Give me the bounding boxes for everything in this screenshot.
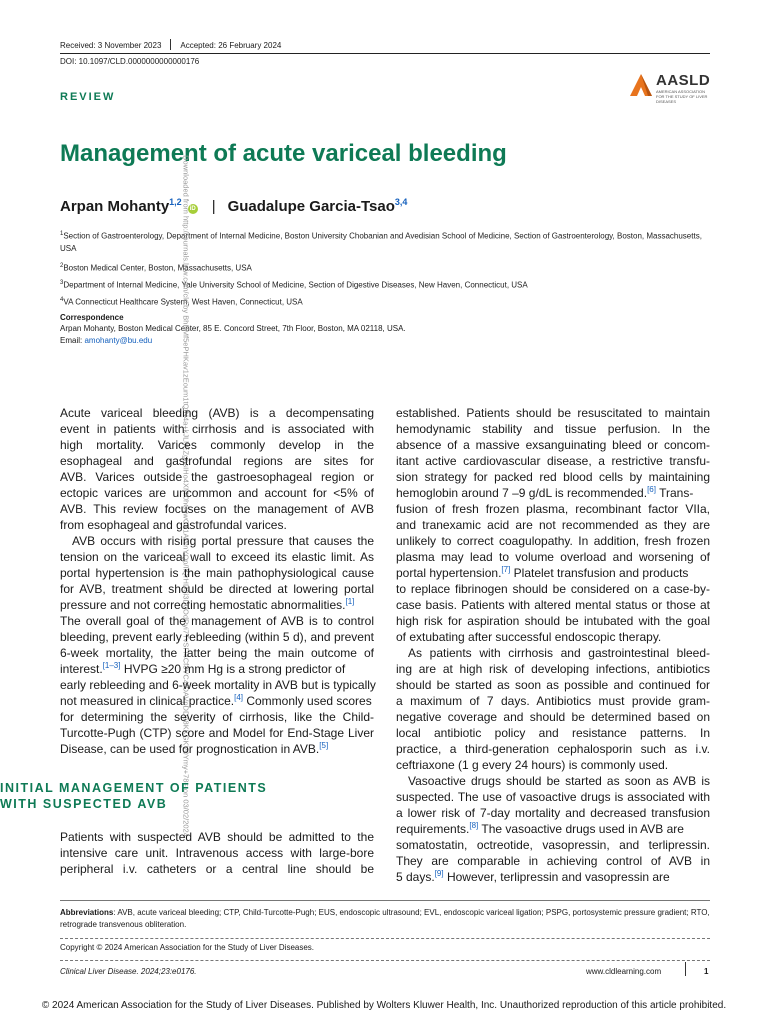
affiliation-text: Boston Medical Center, Boston, Massachusetts, USA [63, 263, 252, 273]
line-text: pressure and not correcting hemostatic abnormalities. [60, 598, 346, 612]
line-text: As patients with cirrhosis and gastrointestinal bleed- [408, 646, 710, 660]
text-line [396, 677, 710, 693]
author-2-affiliations[interactable]: 3,4 [394, 197, 408, 207]
line-text-continued: Platelet transfusion and products [510, 566, 689, 580]
correspondence-heading: Correspondence [60, 313, 124, 322]
line-text: Acute variceal bleeding (AVB) is a decompensating [60, 406, 374, 420]
affiliation-2 [60, 260, 712, 275]
line-text: ceftriaxone (1 g every 24 hours) is commonly used. [396, 758, 669, 772]
citation-link[interactable]: [8] [469, 821, 479, 830]
text-line [396, 645, 710, 661]
text-line [396, 853, 710, 869]
line-text: somatostatin, octreotide, vasopressin, and terlipressin. [396, 838, 710, 852]
text-line [60, 549, 374, 565]
text-line [60, 845, 374, 861]
line-text-continued: Trans- [655, 486, 694, 500]
text-line [60, 469, 374, 485]
line-text: local antibiotic policy and resistance patterns. In [396, 726, 710, 740]
affiliation-number: 1 [60, 231, 64, 237]
footer-divider [685, 962, 686, 976]
affiliation-text: VA Connecticut Healthcare System, West Haven, Connecticut, USA [63, 297, 303, 307]
line-text: case basis. Patients with altered mental status or those at [396, 598, 710, 612]
article-type: REVIEW [60, 91, 116, 103]
text-line [60, 565, 374, 581]
text-line [396, 581, 710, 597]
line-text: 5 days. [396, 870, 435, 884]
line-text: Disease, can be used for prognostication in AVB. [60, 742, 320, 756]
line-text: established. Patients should be resuscitated to maintain [396, 406, 710, 420]
line-text: ing are at high risk of developing infections, antibiotics [396, 662, 710, 676]
correspondence-email [60, 336, 152, 345]
line-text: sion strategy for packed red blood cells by maintaining [396, 470, 710, 484]
abbreviations-text: : AVB, acute variceal bleeding; CTP, Child-Turcotte-Pugh; EUS, endoscopic ultrasound; EVL, endoscopic variceal ligation; PSPG, portosystemic pressure gradient; RTO, retrograde transvenous obliteration. [60, 908, 710, 929]
text-line [396, 805, 710, 821]
text-line [396, 789, 710, 805]
line-text-continued: Commonly used scores [243, 694, 372, 708]
line-text: portal hypertension is the main pathophysiological cause [60, 566, 374, 580]
line-text: The overall goal of the management of AVB is to control [60, 614, 374, 628]
citation-link[interactable]: [1] [345, 597, 355, 606]
journal-website[interactable]: www.cldlearning.com [586, 967, 662, 976]
text-line [60, 645, 374, 661]
line-text: a lower risk of 7-day mortality and decreased transfusion [396, 806, 710, 820]
line-text: itant active cardiovascular disease, a restrictive transfu- [396, 454, 710, 468]
author-separator: | [211, 198, 216, 215]
line-text: requirements. [396, 822, 470, 836]
text-line [60, 405, 374, 421]
accepted-date: Accepted: 26 February 2024 [180, 41, 282, 50]
text-line [396, 613, 710, 629]
orcid-icon[interactable]: iD [189, 206, 196, 212]
page-number: 1 [704, 967, 709, 976]
line-text: 6-week mortality, the latter being the main outcome of [60, 646, 374, 660]
line-text: peripheral i.v. catheters or a central line should be [60, 862, 374, 876]
text-line [60, 861, 374, 877]
text-line [60, 677, 374, 693]
line-text: from esophageal and gastrofundal varices. [60, 518, 287, 532]
abbreviations [60, 907, 710, 931]
text-line [396, 549, 710, 565]
text-line [60, 597, 374, 613]
text-line [60, 437, 374, 453]
text-line [60, 725, 374, 741]
author-list [60, 197, 407, 215]
line-text: high mortality. Varices commonly develop in the [60, 438, 374, 452]
affiliation-text: Section of Gastroenterology, Department of Internal Medicine, Boston University Chobanian and Avedisian School of Medicine, Section of Gastroenterology, Boston, Massachusetts, USA [60, 231, 702, 253]
author-1-affiliations[interactable]: 1,2 [169, 197, 182, 207]
text-line [396, 869, 710, 885]
received-date: Received: 3 November 2023 [60, 41, 162, 50]
text-line [60, 421, 374, 437]
citation-link[interactable]: [9] [434, 869, 444, 878]
text-line [396, 469, 710, 485]
line-text: and tranexamic acid are not recommended as they are [396, 518, 710, 532]
section-heading-line-2: WITH SUSPECTED AVB [0, 797, 168, 811]
email-link[interactable]: amohanty@bu.edu [84, 336, 153, 345]
text-line [60, 741, 374, 757]
line-text: for determining the severity of cirrhosis, like the Child- [60, 710, 374, 724]
line-text: negative coverage and should be determined based on [396, 710, 710, 724]
text-line [60, 501, 374, 517]
text-line [396, 821, 710, 837]
citation-link[interactable]: [6] [647, 485, 656, 494]
line-text: interest. [60, 662, 103, 676]
line-text: high risk for aspiration should be intubated with the goal [396, 614, 710, 628]
line-text: early rebleeding and 6-week mortality in AVB but is typically [60, 678, 376, 692]
line-text: They are comparable in achieving control of AVB in [396, 854, 710, 868]
line-text: hemodynamic stability and tissue perfusion. In the [396, 422, 710, 436]
aasld-logo-subtitle: AMERICAN ASSOCIATION FOR THE STUDY OF LIVER DISEASES [656, 89, 708, 104]
line-text: AVB occurs with rising portal pressure that causes the [72, 534, 374, 548]
text-line [60, 533, 374, 549]
line-text: a maximum of 7 days. Antibiotics must provide gram- [396, 694, 710, 708]
text-line [60, 693, 374, 709]
correspondence-address: Arpan Mohanty, Boston Medical Center, 85 E. Concord Street, 7th Floor, Boston, MA 02118, USA. [60, 324, 406, 333]
line-text: fusion of fresh frozen plasma, recombinant factor VIIa, [396, 502, 710, 516]
text-line [60, 829, 374, 845]
aasld-logo [628, 72, 710, 102]
text-line [60, 629, 374, 645]
text-line [396, 437, 710, 453]
line-text: Patients with suspected AVB should be admitted to the [60, 830, 374, 844]
affiliation-3 [60, 277, 712, 292]
line-text: for AVB, treatment should be directed at lowering portal [60, 582, 374, 596]
text-line [396, 773, 710, 789]
citation-link[interactable]: [5] [319, 741, 329, 750]
affiliation-number: 4 [60, 297, 64, 303]
line-text: not measured in clinical practice. [60, 694, 235, 708]
text-line [396, 725, 710, 741]
citation-link[interactable]: [1–3] [102, 661, 121, 670]
line-text: Turcotte-Pugh (CTP) score and Model for End-Stage Liver [60, 726, 374, 740]
dates-divider [170, 39, 171, 50]
section-heading-line-1: INITIAL MANAGEMENT OF PATIENTS [0, 781, 268, 795]
line-text: Vasoactive drugs should be started as soon as AVB is [408, 774, 710, 788]
text-line [396, 629, 710, 645]
line-text: ectopic varices are uncommon and account for <5% of [60, 486, 374, 500]
copyright-notice: © 2024 American Association for the Study of Liver Diseases. Published by Wolters Kluwer Health, Inc. Unauthorized reproduction of this article prohibited. [41, 1000, 727, 1011]
citation-link[interactable]: [7] [501, 565, 511, 574]
line-text: unlikely to correct coagulopathy. In addition, fresh frozen [396, 534, 710, 548]
copyright-rule-bottom [60, 960, 710, 961]
affiliation-text: Department of Internal Medicine, Yale University School of Medicine, Section of Digestive Diseases, New Haven, Connecticut, USA [63, 280, 528, 290]
header-rule [60, 53, 710, 54]
line-text: intensive care unit. Intravenous access with large-bore [60, 846, 374, 860]
affiliation-1 [60, 228, 712, 255]
text-line [396, 405, 710, 421]
text-line [60, 581, 374, 597]
author-1[interactable]: Arpan Mohanty [60, 198, 170, 215]
line-text-continued: The vasoactive drugs used in AVB are [478, 822, 684, 836]
text-line [396, 453, 710, 469]
aasld-logo-mark [628, 72, 654, 98]
line-text: of extubating after successful endoscopic therapy. [396, 630, 662, 644]
text-line [396, 661, 710, 677]
line-text-continued: HVPG ≥20 mm Hg is a strong predictor of [120, 662, 346, 676]
email-label: Email: [60, 336, 85, 345]
text-line [60, 613, 374, 629]
abbreviations-label: Abbreviations [60, 908, 114, 917]
affiliation-number: 2 [60, 263, 64, 269]
citation-link[interactable]: [4] [234, 693, 243, 702]
line-text: bleeding, prevent early rebleeding (within 5 d), and prevent [60, 630, 374, 644]
affiliation-number: 3 [60, 280, 64, 286]
line-text: esophageal and gastrofundal regions are sites for [60, 454, 374, 468]
text-line [396, 517, 710, 533]
text-line [60, 517, 374, 533]
text-line [60, 661, 374, 677]
text-line [396, 709, 710, 725]
text-line [396, 485, 710, 501]
text-line [396, 533, 710, 549]
text-line [60, 453, 374, 469]
text-line [396, 501, 710, 517]
author-2[interactable]: Guadalupe Garcia-Tsao [227, 198, 395, 215]
text-line [396, 421, 710, 437]
line-text: AVB. Varices outside the gastroesophageal region or [60, 470, 374, 484]
text-line [396, 757, 710, 773]
journal-citation: Clinical Liver Disease. 2024;23:e0176. [60, 967, 197, 976]
line-text-continued: However, terlipressin and vasopressin are [443, 870, 670, 884]
article-dates [60, 39, 281, 50]
line-text: should be started as soon as possible and continued for [396, 678, 710, 692]
line-text: absence of a massive exsanguinating bleed or concom- [396, 438, 710, 452]
line-text: plasma may lead to volume overload and worsening of [396, 550, 710, 564]
line-text: tension on the variceal wall to exceed its elastic limit. As [60, 550, 374, 564]
line-text: event in patients with cirrhosis and is associated with [60, 422, 374, 436]
line-text: hemoglobin around 7 –9 g/dL is recommended. [396, 486, 648, 500]
line-text: to replace fibrinogen should be considered on a case-by- [396, 582, 710, 596]
text-line [60, 485, 374, 501]
article-title: Management of acute variceal bleeding [60, 140, 507, 167]
text-line [396, 565, 710, 581]
doi[interactable]: DOI: 10.1097/CLD.0000000000000176 [60, 57, 200, 66]
download-side-note: Downloaded from http://journals.lww.com/cld by BhDMf5ePHKav1zEoum1tQfN4a+kJLhEZgbsIHo4XMi0hCywCX1AWnYQp/IlQrHD3i3D0OdRyi7TvSFl4Cf3VC4/OAVpDDa8KKGKV0Ymy+78= on 03/02/2024 [181, 155, 191, 837]
copyright: Copyright © 2024 American Association for the Study of Liver Diseases. [60, 943, 315, 952]
line-text: AVB. This review focuses on the management of AVB [60, 502, 374, 516]
text-line [396, 741, 710, 757]
aasld-logo-name: AASLD [656, 72, 711, 89]
text-line [396, 597, 710, 613]
affiliation-4 [60, 294, 712, 309]
abbreviations-rule [60, 900, 710, 901]
line-text: practice, a third-generation cephalosporin such as i.v. [396, 742, 710, 756]
text-line [60, 709, 374, 725]
line-text: suspected. The use of vasoactive drugs is associated with [396, 790, 710, 804]
copyright-rule-top [60, 938, 710, 939]
text-line [396, 693, 710, 709]
line-text: portal hypertension. [396, 566, 502, 580]
text-line [396, 837, 710, 853]
